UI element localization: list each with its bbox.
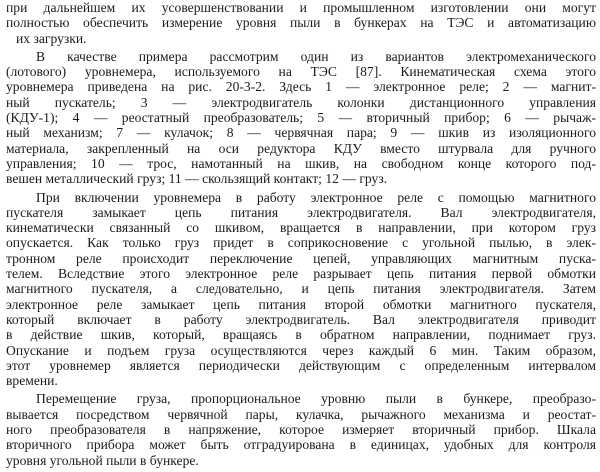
text-line: тронном реле происходит переключение цепей, управляющих магнитным пуска- [6, 250, 596, 266]
text-line: (КДУ-1); 4 — реостатный преобразователь; 5 — вторичный прибор; 6 — рычаж- [6, 110, 596, 126]
text-line: который включает в работу электродвигатель. Вал электродвигателя приводит [6, 311, 596, 327]
paragraph-3 [6, 190, 596, 389]
text-line: при дальнейшем их усовершенствовании и промышленном изготовлении они могут [6, 0, 596, 15]
paragraph-4 [6, 391, 596, 467]
text-line: ный пускатель; 3 — электродвигатель колонки дистанционного управления [6, 94, 596, 110]
text-line: кинематически связанный со шкивом, вращается в направлении, при котором груз [6, 220, 596, 236]
text-line: уровнемера приведена на рис. 20-3-2. Здесь 1 — электронное реле; 2 — магнит- [6, 79, 596, 95]
text-line: материала, закрепленный на оси редуктора КДУ вместо штурвала для ручного [6, 140, 596, 156]
text-line: вывается посредством червячной пары, кулачка, рычажного механизма и реостат- [6, 406, 596, 422]
text-line: управления; 10 — трос, намотанный на шкив, на свободном конце которого под- [6, 155, 596, 171]
text-line: их загрузки. [16, 30, 87, 46]
document-page [6, 0, 596, 472]
text-line: полностью обеспечить измерение уровня пыли в бункерах на ТЭС и автоматизацию [6, 15, 596, 31]
text-line: (лотового) уровнемера, используемого на ТЭС [87]. Кинематическая схема этого [6, 64, 596, 80]
text-line: времени. [6, 373, 58, 389]
text-line: вторичного прибора может быть отградуирована в единицах, удобных для контроля [6, 437, 596, 453]
text-line: вешен металлический груз; 11 — скользящий контакт; 12 — груз. [6, 171, 388, 187]
text-line: магнитного пускателя, а следовательно, и цепь питания электродвигателя. Затем [6, 281, 596, 297]
text-line: ный механизм; 7 — кулачок; 8 — червячная пара; 9 — шкив из изоляционного [6, 125, 596, 141]
paragraph-2 [6, 49, 596, 187]
text-line: Опускание и подъем груза осуществляются через каждый 6 мин. Таким образом, [6, 342, 596, 358]
text-line: опускается. Как только груз придет в соприкосновение с угольной пылью, в элек- [6, 235, 596, 251]
text-line: пускателя замыкает цепь питания электродвигателя. Вал электродвигателя, [6, 204, 596, 220]
text-line: В качестве примера рассмотрим один из вариантов электромеханического [36, 48, 596, 64]
text-line: Перемещение груза, пропорциональное уровню пыли в бункере, преобразо- [36, 391, 596, 407]
text-line: электронное реле замыкает цепь питания второй обмотки магнитного пускателя, [6, 296, 596, 312]
text-line: в действие шкив, который, вращаясь в обратном направлении, поднимает груз. [6, 327, 596, 343]
text-line: ного преобразователя в напряжение, которое измеряет вторичный прибор. Шкала [6, 422, 596, 438]
text-line: телем. Вследствие этого электронное реле разрывает цепь питания первой обмотки [6, 266, 596, 282]
text-line: уровня угольной пыли в бункере. [6, 452, 199, 468]
text-line: этот уровнемер является периодически действующим с определенным интервалом [6, 357, 596, 373]
paragraph-1 [6, 0, 596, 46]
text-line: При включении уровнемера в работу электронное реле с помощью магнитного [36, 189, 596, 205]
